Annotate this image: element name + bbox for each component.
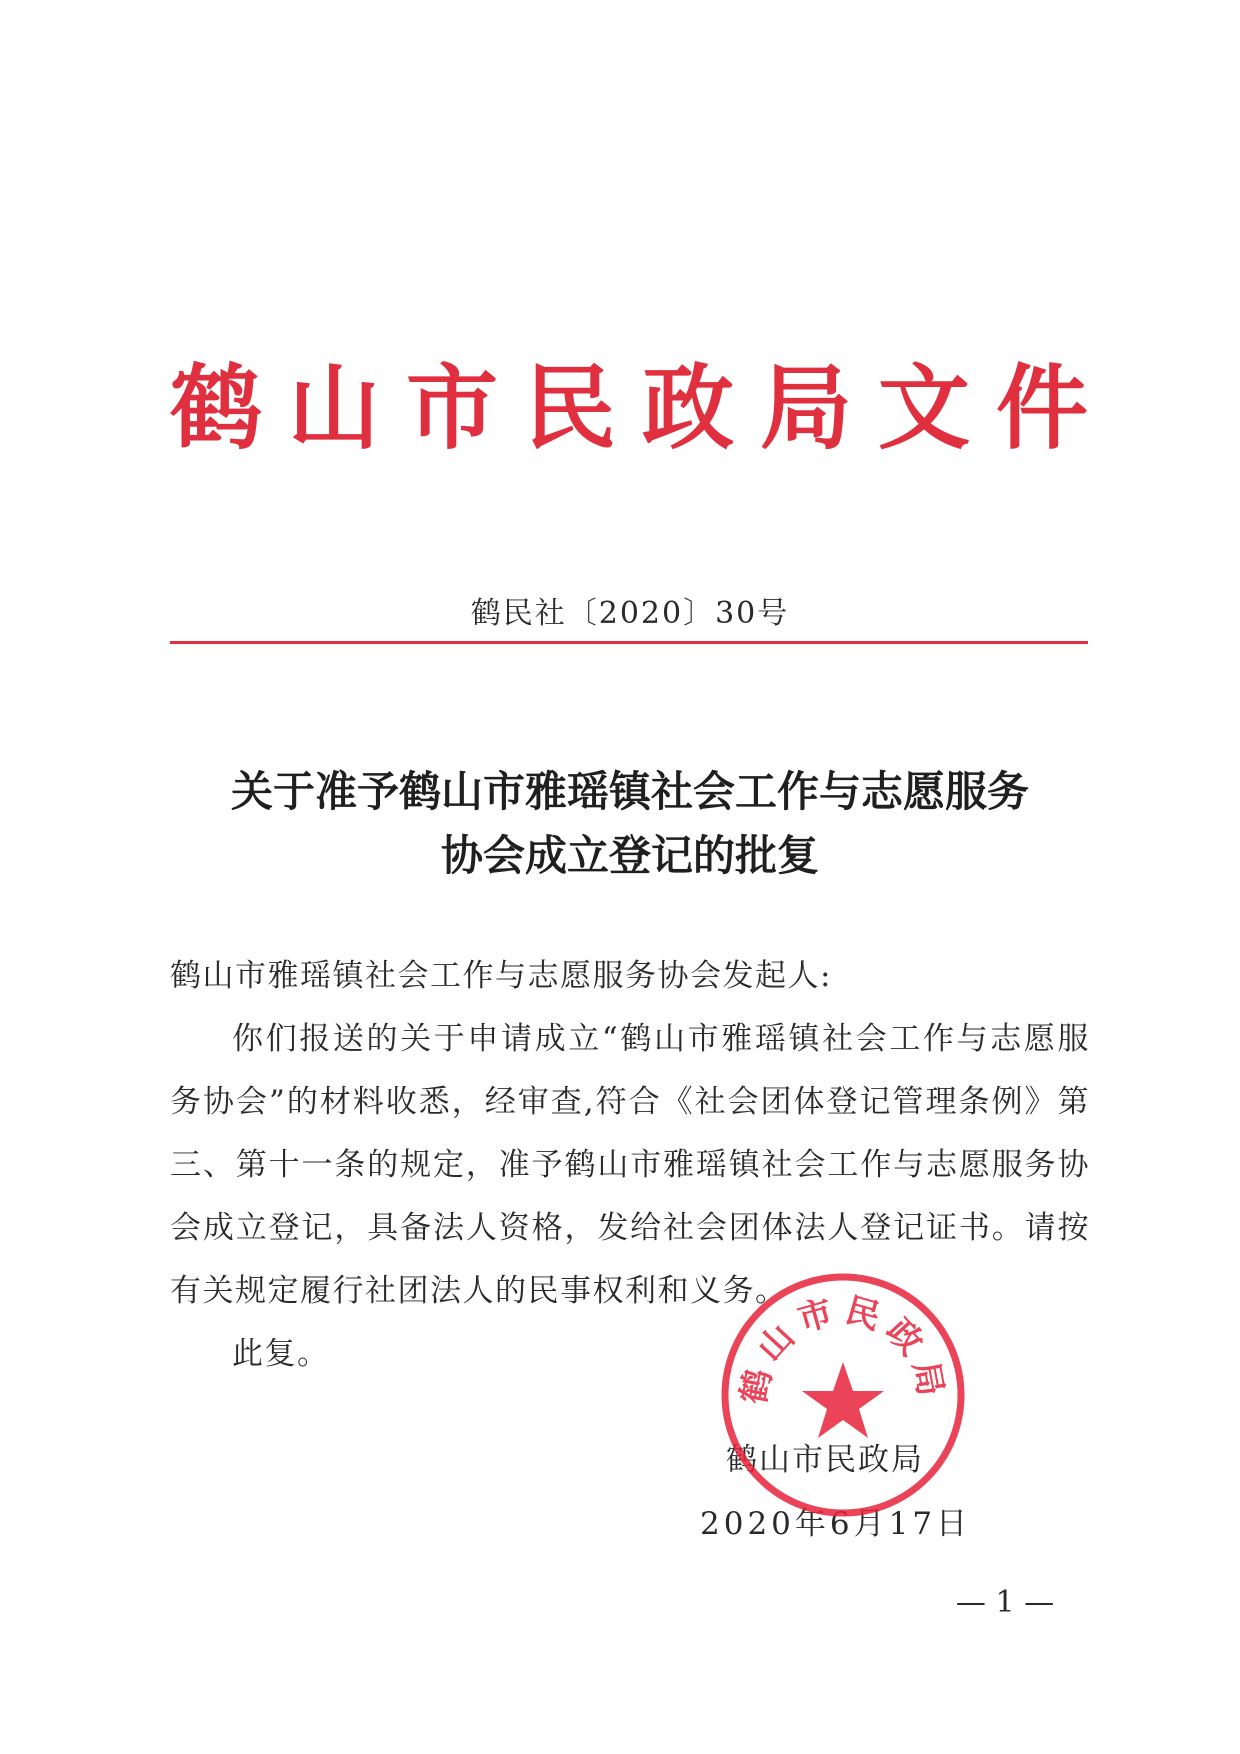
document-title [170, 760, 1090, 888]
signature-date: 2020年6月17日 [700, 1506, 972, 1542]
title-line-2: 协会成立登记的批复 [440, 831, 819, 880]
official-seal [718, 1270, 968, 1520]
body-paragraph: 你们报送的关于申请成立“鹤山市雅瑶镇社会工作与志愿服务协会”的材料收悉，经审查,符合《社会团体登记管理条例》第三、第十一条的规定，准予鹤山市雅瑶镇社会工作与志愿服务协会成立登记，具备法人资格，发给社会团体法人登记证书。请按有关规定履行社团法人的民事权利和义务。 [170, 1021, 1090, 1309]
header-divider [170, 641, 1088, 644]
seal-text: 鹤山市民政局 [733, 1290, 953, 1408]
page-number: — 1 — [955, 1585, 1055, 1620]
title-line-1: 关于准予鹤山市雅瑶镇社会工作与志愿服务 [230, 767, 1029, 816]
issuer-title: 鹤山市民政局文件 [170, 354, 1115, 462]
salutation: 鹤山市雅瑶镇社会工作与志愿服务协会发起人: [170, 958, 832, 994]
star-icon [802, 1362, 884, 1438]
closing-remark: 此复。 [232, 1336, 330, 1372]
signature-organization: 鹤山市民政局 [726, 1442, 924, 1478]
document-number: 鹤民社〔2020〕30号 [470, 596, 790, 631]
